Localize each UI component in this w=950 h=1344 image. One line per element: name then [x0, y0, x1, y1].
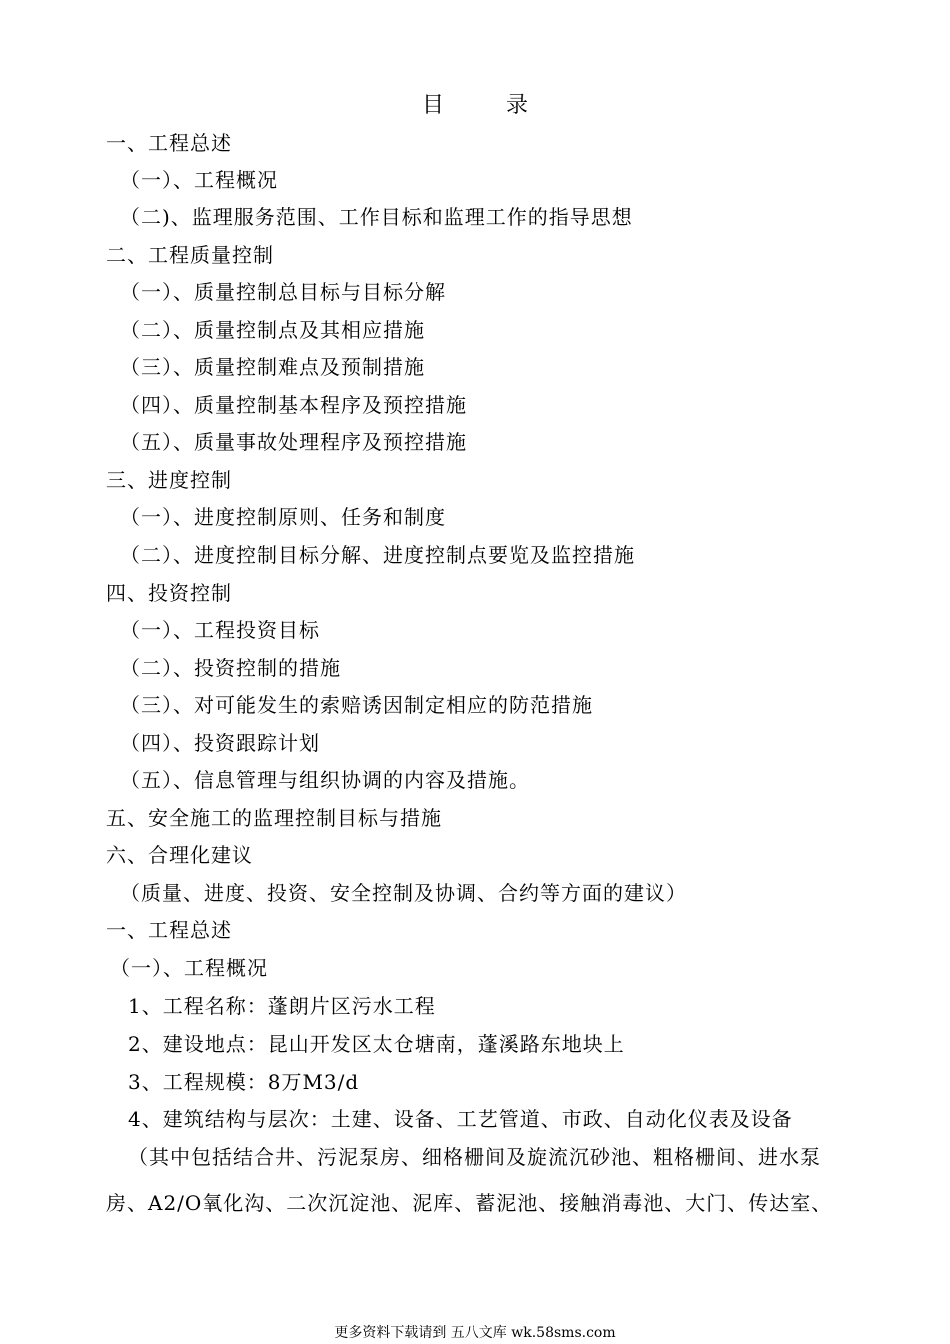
toc-item: （一）、进度控制原则、任务和制度 — [120, 505, 446, 529]
toc-item: 二、工程质量控制 — [106, 243, 274, 267]
title-char-2: 录 — [506, 93, 529, 118]
toc-item: （四）、投资跟踪计划 — [120, 731, 320, 755]
toc-item: 四、投资控制 — [106, 581, 232, 605]
toc-item: 三、进度控制 — [106, 468, 232, 492]
toc-item: 六、合理化建议 — [106, 843, 253, 867]
toc-item: （二）、投资控制的措施 — [120, 656, 341, 680]
toc-item: （二）、质量控制点及其相应措施 — [120, 318, 425, 342]
sub-heading: （一）、工程概况 — [110, 956, 268, 980]
list-item: 2、建设地点：昆山开发区太仓塘南，蓬溪路东地块上 — [128, 1032, 625, 1056]
paragraph-line: （其中包括结合井、污泥泵房、细格栅间及旋流沉砂池、粗格栅间、进水泵 — [128, 1145, 821, 1169]
list-item: 3、工程规模：8万M3/d — [128, 1070, 360, 1094]
toc-item: （三）、对可能发生的索赔诱因制定相应的防范措施 — [120, 693, 593, 717]
footer-watermark: 更多资料下载请到 五八文库 wk.58sms.com — [334, 1325, 616, 1341]
page-title — [0, 88, 950, 119]
toc-item: （一）、质量控制总目标与目标分解 — [120, 280, 446, 304]
title-char-1: 目 — [421, 93, 444, 118]
toc-item: （二）、进度控制目标分解、进度控制点要览及监控措施 — [120, 543, 635, 567]
list-item: 1、工程名称：蓬朗片区污水工程 — [128, 994, 436, 1018]
toc-item: （一）、工程概况 — [120, 168, 278, 192]
toc-item: （四）、质量控制基本程序及预控措施 — [120, 393, 467, 417]
toc-item: （一）、工程投资目标 — [120, 618, 320, 642]
toc-item: （五）、质量事故处理程序及预控措施 — [120, 430, 467, 454]
list-item: 4、建筑结构与层次：土建、设备、工艺管道、市政、自动化仪表及设备 — [128, 1107, 793, 1131]
toc-item: （五）、信息管理与组织协调的内容及措施。 — [120, 768, 530, 792]
toc-item: 一、工程总述 — [106, 131, 232, 155]
toc-item: （二)、监理服务范围、工作目标和监理工作的指导思想 — [120, 205, 633, 229]
paragraph-line: 房、A2/O氧化沟、二次沉淀池、泥库、蓄泥池、接触消毒池、大门、传达室、 — [106, 1191, 833, 1215]
toc-item: 五、安全施工的监理控制目标与措施 — [106, 806, 442, 830]
toc-item: （质量、进度、投资、安全控制及协调、合约等方面的建议） — [120, 881, 687, 905]
section-heading: 一、工程总述 — [106, 918, 232, 942]
toc-item: （三）、质量控制难点及预制措施 — [120, 355, 425, 379]
